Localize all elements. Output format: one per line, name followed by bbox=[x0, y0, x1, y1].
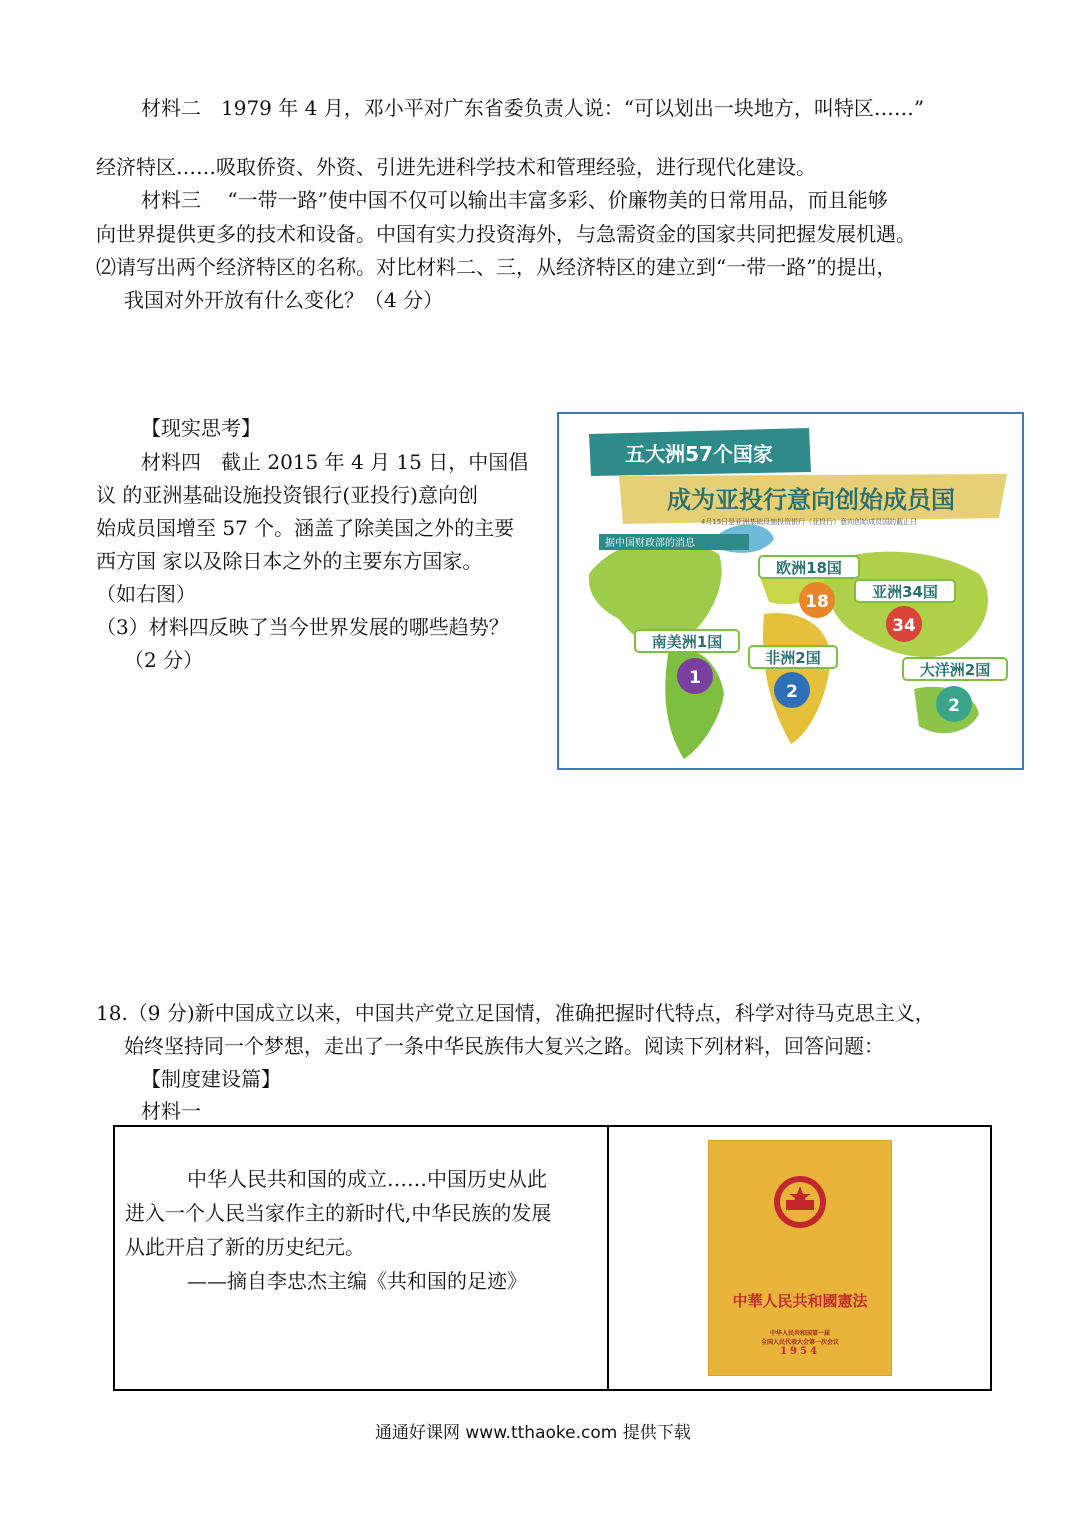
material4-line5: （如右图） bbox=[96, 582, 196, 606]
cover-title: 中華人民共和國憲法 bbox=[732, 1292, 868, 1310]
world-map-graphic bbox=[559, 414, 1022, 768]
south-america-count: 1 bbox=[689, 668, 701, 688]
material1-table bbox=[113, 1125, 992, 1391]
banner1-text: 五大洲57个国家 bbox=[625, 442, 773, 466]
question2-line1: ⑵请写出两个经济特区的名称。对比材料二、三，从经济特区的建立到“一带一路”的提出， bbox=[96, 255, 897, 279]
africa-count: 2 bbox=[786, 682, 798, 702]
quote-source: ——摘自李忠杰主编《共和国的足迹》 bbox=[187, 1269, 527, 1293]
reality-heading: 【现实思考】 bbox=[141, 416, 261, 440]
quote-line3: 从此开启了新的历史纪元。 bbox=[125, 1235, 365, 1259]
cover-sub2: 全国人民代表大会第一次会议 bbox=[760, 1339, 839, 1346]
cover-year: 1954 bbox=[780, 1346, 820, 1357]
material3-line2: 向世界提供更多的技术和设备。中国有实力投资海外，与急需资金的国家共同把握发展机遇。 bbox=[96, 222, 916, 246]
oceania-label: 大洋洲2国 bbox=[919, 661, 991, 679]
material4-line3: 始成员国增至 57 个。涵盖了除美国之外的主要 bbox=[96, 516, 515, 540]
material2-line2: 经济特区……吸取侨资、外资、引进先进科学技术和管理经验，进行现代化建设。 bbox=[96, 155, 816, 179]
asia-count: 34 bbox=[892, 616, 916, 636]
section-heading: 【制度建设篇】 bbox=[141, 1067, 281, 1091]
material4-line2: 议 的亚洲基础设施投资银行(亚投行)意向创 bbox=[96, 483, 478, 507]
asia-label: 亚洲34国 bbox=[872, 583, 938, 601]
source-text: 据中国财政部的消息 bbox=[605, 538, 695, 549]
constitution-cover-image bbox=[708, 1140, 892, 1376]
table-divider bbox=[607, 1127, 609, 1389]
question2-line2: 我国对外开放有什么变化？（4 分） bbox=[124, 288, 444, 312]
aiib-map-figure bbox=[557, 412, 1024, 770]
material1-label: 材料一 bbox=[141, 1099, 201, 1123]
question3-line1: （3）材料四反映了当今世界发展的哪些趋势？ bbox=[96, 615, 509, 639]
material3-line1: 材料三 “一带一路”使中国不仅可以输出丰富多彩、价廉物美的日常用品，而且能够 bbox=[141, 188, 888, 212]
material4-line4: 西方国 家以及除日本之外的主要东方国家。 bbox=[96, 549, 483, 573]
footer-text: 通通好课网 www.tthaoke.com 提供下载 bbox=[375, 1423, 691, 1443]
material2-line1: 材料二 1979 年 4 月，邓小平对广东省委负责人说：“可以划出一块地方，叫特区……” bbox=[141, 96, 925, 120]
cover-sub1: 中华人民共和国第一届 bbox=[769, 1330, 830, 1337]
q18-line2: 始终坚持同一个梦想，走出了一条中华民族伟大复兴之路。阅读下列材料，回答问题： bbox=[124, 1034, 884, 1058]
europe-label: 欧洲18国 bbox=[776, 559, 842, 577]
africa-label: 非洲2国 bbox=[765, 649, 821, 667]
question3-line2: （2 分） bbox=[124, 648, 204, 672]
quote-line2: 进入一个人民当家作主的新时代,中华民族的发展 bbox=[125, 1201, 552, 1225]
oceania-count: 2 bbox=[948, 696, 960, 716]
quote-line1: 中华人民共和国的成立……中国历史从此 bbox=[187, 1167, 547, 1191]
banner2-text: 成为亚投行意向创始成员国 bbox=[667, 486, 955, 514]
europe-count: 18 bbox=[805, 592, 829, 612]
material4-line1: 材料四 截止 2015 年 4 月 15 日，中国倡 bbox=[141, 450, 529, 474]
subcaption-text: 4月15日是亚洲基础设施投资银行（亚投行）意向创始成员国的截止日 bbox=[700, 518, 918, 526]
south-america-label: 南美洲1国 bbox=[651, 633, 723, 651]
q18-line1: 18.（9 分)新中国成立以来，中国共产党立足国情，准确把握时代特点，科学对待马克思主义， bbox=[96, 1001, 935, 1025]
